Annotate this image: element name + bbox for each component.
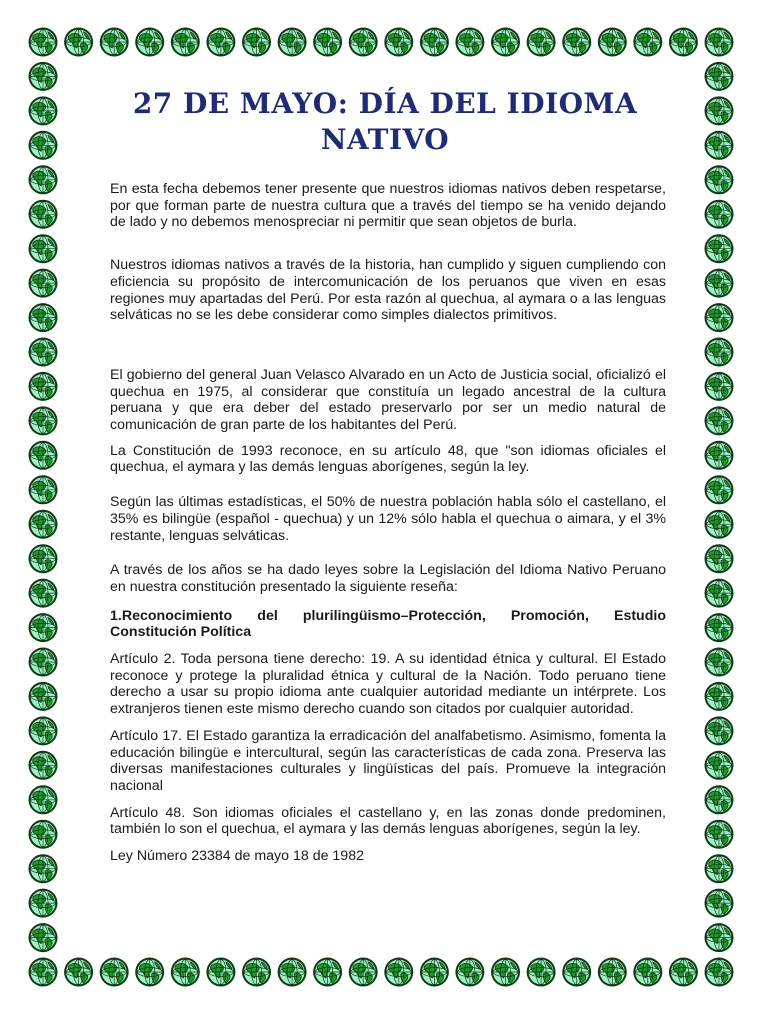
globe-icon <box>527 28 556 57</box>
globe-icon <box>491 28 520 57</box>
globe-icon <box>705 544 734 573</box>
paragraph-statistics: Según las últimas estadísticas, el 50% de nuestra población habla sólo el castellano, el 35% es bilingüe (español - quechua) y un 12% sólo habla el quechua o aimara, y el 3% restante, lenguas selváticas. <box>110 494 666 544</box>
globe-icon <box>705 785 734 814</box>
globe-icon <box>705 165 734 194</box>
globe-icon <box>29 406 58 435</box>
globe-icon <box>705 28 734 57</box>
globe-icon <box>705 96 734 125</box>
globe-icon <box>705 648 734 677</box>
globe-icon <box>455 958 484 987</box>
globe-icon <box>705 958 734 987</box>
globe-icon <box>29 96 58 125</box>
globe-icon <box>29 234 58 263</box>
globe-icon <box>705 406 734 435</box>
globe-icon <box>384 958 413 987</box>
globe-icon <box>633 958 662 987</box>
globe-icon <box>705 475 734 504</box>
globe-icon <box>64 958 93 987</box>
globe-icon <box>135 958 164 987</box>
globe-icon <box>705 131 734 160</box>
globe-icon <box>527 958 556 987</box>
globe-icon <box>278 28 307 57</box>
globe-icon <box>29 200 58 229</box>
globe-icon <box>705 234 734 263</box>
globe-icon <box>598 28 627 57</box>
globe-icon <box>242 28 271 57</box>
globe-icon <box>313 28 342 57</box>
globe-icon <box>705 269 734 298</box>
paragraph-intro: En esta fecha debemos tener presente que nuestros idiomas nativos deben respetarse, por que forman parte de nuestra cultura que a través del tiempo se ha venido dejando de lado y no debemos menospreciar ni permitir que sean objetos de burla. <box>110 181 666 231</box>
globe-icon <box>705 682 734 711</box>
globe-icon <box>29 579 58 608</box>
globe-icon <box>669 28 698 57</box>
globe-icon <box>705 579 734 608</box>
paragraph-velasco: El gobierno del general Juan Velasco Alvarado en un Acto de Justicia social, oficializó el quechua en 1975, al considerar que constituía un legado ancestral de la cultura peruana y que era deber del estado preservarlo por ser un medio natural de comunicación de gran parte de los habitantes del Perú. <box>110 366 666 434</box>
globe-icon <box>669 958 698 987</box>
globe-icon <box>29 62 58 91</box>
globe-icon <box>278 958 307 987</box>
globe-icon <box>29 682 58 711</box>
globe-icon <box>29 338 58 367</box>
article-body <box>110 181 666 865</box>
globe-icon <box>29 785 58 814</box>
globe-icon <box>705 441 734 470</box>
globe-icon <box>705 200 734 229</box>
globe-icon <box>562 958 591 987</box>
globe-icon <box>29 269 58 298</box>
globe-icon <box>29 613 58 642</box>
globe-icon <box>705 62 734 91</box>
globe-icon <box>135 28 164 57</box>
globe-icon <box>100 28 129 57</box>
paragraph-law-number: Ley Número 23384 de mayo 18 de 1982 <box>110 848 364 865</box>
paragraph-constitution: La Constitución de 1993 reconoce, en su artículo 48, que "son idiomas oficiales el quechua, el aymara y las demás lenguas aborígenes, según la ley. <box>110 442 666 476</box>
globe-icon <box>206 958 235 987</box>
globe-icon <box>29 923 58 952</box>
globe-icon <box>29 958 58 987</box>
globe-icon <box>29 165 58 194</box>
globe-icon <box>313 958 342 987</box>
globe-icon <box>420 958 449 987</box>
globe-icon <box>171 958 200 987</box>
globe-icon <box>705 923 734 952</box>
globe-icon <box>705 613 734 642</box>
globe-icon <box>705 510 734 539</box>
globe-icon <box>420 28 449 57</box>
globe-icon <box>29 751 58 780</box>
globe-icon <box>29 820 58 849</box>
paragraph-article-48: Artículo 48. Son idiomas oficiales el castellano y, en las zonas donde predominen, también lo son el quechua, el aymara y las demás lenguas aborígenes, según la ley. <box>110 804 666 838</box>
globe-icon <box>29 372 58 401</box>
globe-icon <box>455 28 484 57</box>
globe-icon <box>64 28 93 57</box>
globe-icon <box>171 28 200 57</box>
globe-icon <box>705 716 734 745</box>
globe-icon <box>705 889 734 918</box>
globe-icon <box>29 889 58 918</box>
globe-icon <box>29 648 58 677</box>
globe-icon <box>29 441 58 470</box>
globe-icon <box>29 544 58 573</box>
globe-icon <box>29 716 58 745</box>
globe-icon <box>598 958 627 987</box>
globe-icon <box>705 820 734 849</box>
globe-icon <box>29 131 58 160</box>
globe-icon <box>705 751 734 780</box>
globe-icon <box>206 28 235 57</box>
section-heading: 1.Reconocimiento del plurilingüismo–Protección, Promoción, Estudio Constitución Política <box>110 607 666 641</box>
paragraph-history: Nuestros idiomas nativos a través de la historia, han cumplido y siguen cumpliendo con eficiencia su propósito de intercomunicación de los peruanos que viven en esas regiones muy apartadas del Perú. Por esta razón al quechua, al aymara o a las lenguas selváticas no se les debe considerar como simples dialectos primitivos. <box>110 257 666 324</box>
paragraph-article-2: Artículo 2. Toda persona tiene derecho: 19. A su identidad étnica y cultural. El Estado reconoce y protege la pluralidad étnica y cultural de la Nación. Todo peruano tiene derecho a usar su propio idioma ante cualquier autoridad mediante un intérprete. Los extranjeros tienen este mismo derecho cuando son citados por cualquier autoridad. <box>110 651 666 718</box>
globe-icon <box>633 28 662 57</box>
globe-icon <box>29 854 58 883</box>
globe-icon <box>29 28 58 57</box>
globe-icon <box>705 338 734 367</box>
globe-icon <box>349 958 378 987</box>
globe-icon <box>705 372 734 401</box>
paragraph-article-17: Artículo 17. El Estado garantiza la erradicación del analfabetismo. Asimismo, fomenta la educación bilingüe e intercultural, según las características de cada zona. Preserva las diversas manifestaciones culturales y lingüísticas del país. Promueve la integración nacional <box>110 727 666 794</box>
globe-icon <box>705 303 734 332</box>
globe-icon <box>29 475 58 504</box>
globe-icon <box>705 854 734 883</box>
globe-icon <box>384 28 413 57</box>
globe-icon <box>349 28 378 57</box>
page-title: 27 DE MAYO: DÍA DEL IDIOMA NATIVO <box>132 87 638 156</box>
globe-icon <box>491 958 520 987</box>
globe-icon <box>100 958 129 987</box>
paragraph-legislation: A través de los años se ha dado leyes sobre la Legislación del Idioma Nativo Peruano en nuestra constitución presentado la siguiente reseña: <box>110 562 666 595</box>
globe-icon <box>29 303 58 332</box>
globe-icon <box>242 958 271 987</box>
globe-icon <box>29 510 58 539</box>
globe-icon <box>562 28 591 57</box>
